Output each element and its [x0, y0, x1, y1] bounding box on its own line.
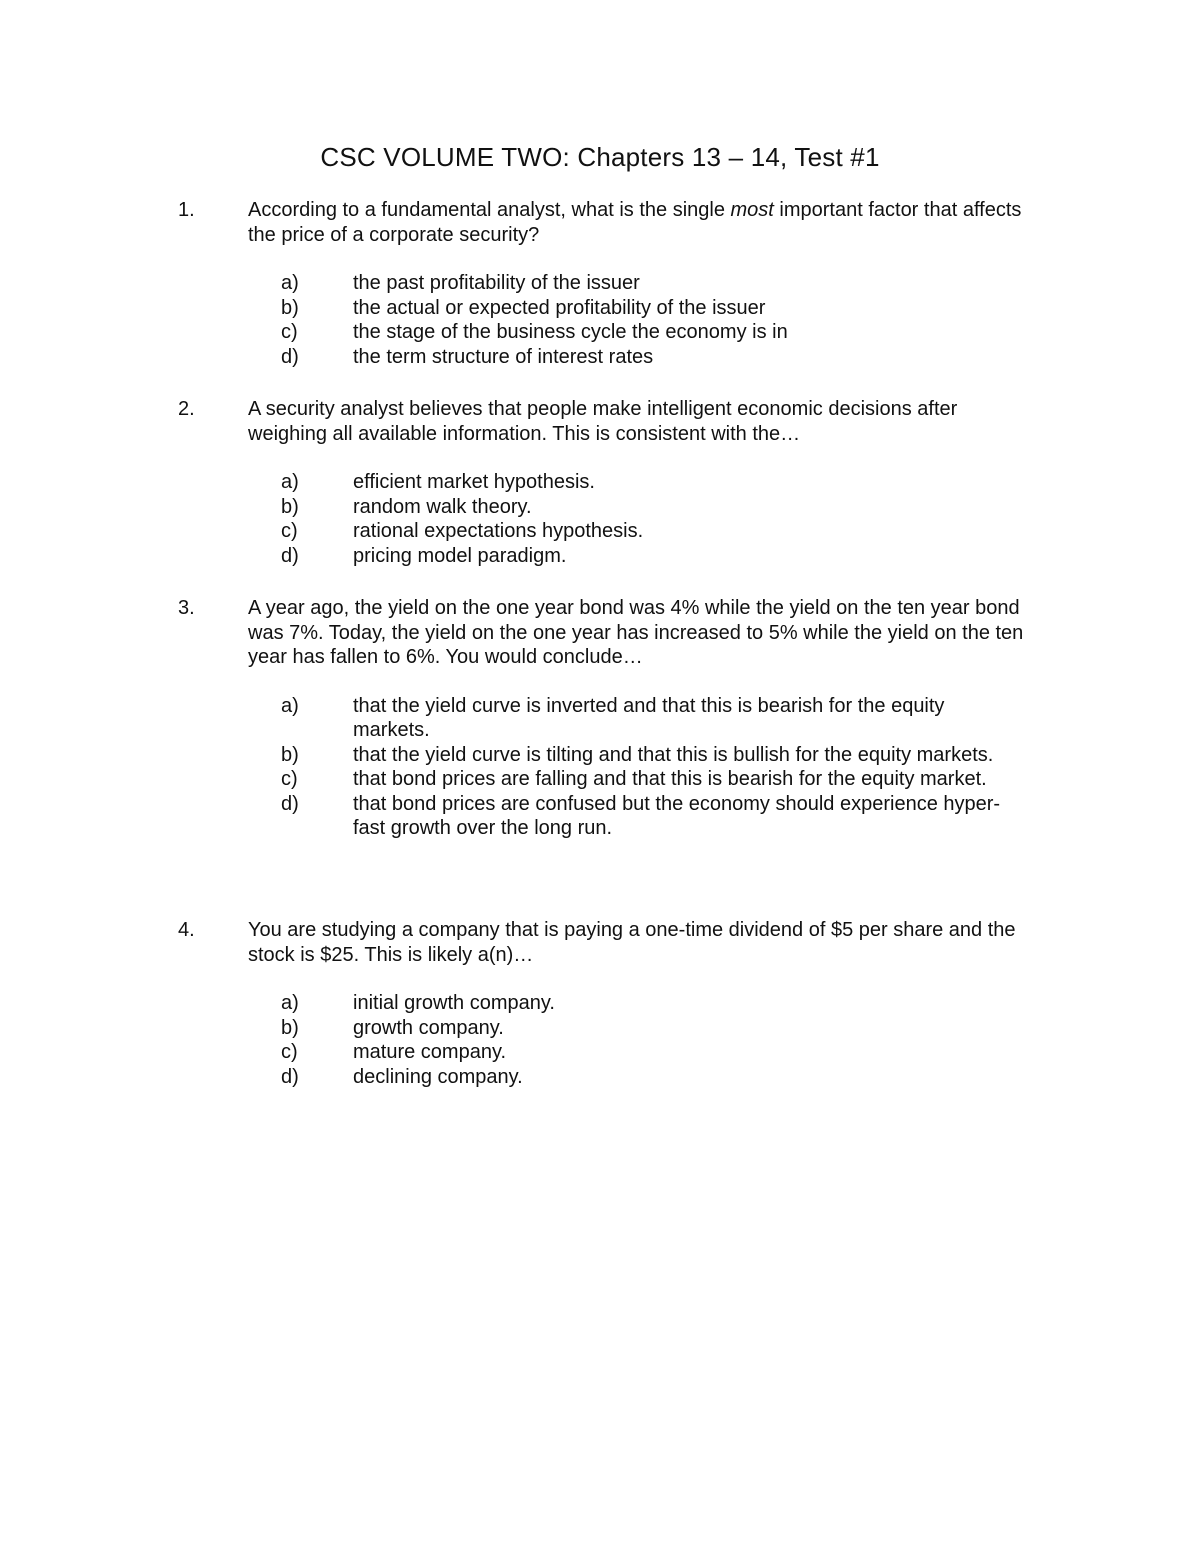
option-text: that the yield curve is tilting and that this is bullish for the equity markets.: [353, 743, 994, 766]
question-text-part: important factor that affects the price of a corporate security?: [248, 199, 1022, 246]
option-label: a): [281, 272, 299, 294]
answer-options: [178, 470, 1038, 568]
option-label: b): [281, 1016, 299, 1039]
answer-option-d: [178, 544, 1038, 569]
option-label: d): [281, 544, 299, 567]
option-text: the term structure of interest rates: [353, 345, 654, 368]
question-text-emphasis: most: [730, 199, 774, 221]
option-label: d): [281, 345, 299, 368]
option-text: rational expectations hypothesis.: [353, 520, 644, 542]
option-text: pricing model paradigm.: [353, 544, 567, 567]
option-label: d): [281, 1065, 299, 1088]
option-text: that bond prices are falling and that this is bearish for the equity market.: [353, 768, 987, 790]
question-number: 4.: [178, 919, 195, 941]
answer-option-c: [178, 320, 1038, 345]
option-label: c): [281, 768, 298, 790]
answer-options: [178, 694, 1038, 841]
answer-option-b: [178, 296, 1038, 321]
answer-option-b: [178, 743, 1038, 768]
answer-option-d: [178, 345, 1038, 370]
question-text: You are studying a company that is paying a one-time dividend of $5 per share and the stock is $25. This is likely a(n)…: [248, 919, 1016, 966]
question-text-part: According to a fundamental analyst, what is the single: [248, 199, 731, 221]
option-label: b): [281, 495, 299, 518]
answer-option-d: [178, 1065, 1038, 1090]
question-number: 2.: [178, 398, 195, 420]
answer-option-a: [178, 271, 1038, 296]
answer-option-c: [178, 767, 1038, 792]
option-label: c): [281, 1041, 298, 1063]
option-text: the stage of the business cycle the economy is in: [353, 321, 788, 343]
option-label: d): [281, 792, 299, 815]
answer-options: [178, 991, 1038, 1089]
answer-option-b: [178, 1016, 1038, 1041]
option-label: c): [281, 321, 298, 343]
option-text: mature company.: [353, 1041, 507, 1063]
question-2: [178, 397, 1038, 568]
question-1: [178, 198, 1038, 369]
question-text: [248, 198, 1028, 247]
answer-option-c: [178, 1040, 1038, 1065]
answer-option-a: [178, 694, 1038, 743]
question-text: A security analyst believes that people make intelligent economic decisions after weighing all available information. This is consistent with the…: [248, 398, 958, 445]
answer-option-c: [178, 519, 1038, 544]
option-label: c): [281, 520, 298, 542]
answer-options: [178, 271, 1038, 369]
question-number: 1.: [178, 199, 195, 221]
option-text: initial growth company.: [353, 992, 555, 1014]
answer-option-a: [178, 991, 1038, 1016]
option-label: a): [281, 471, 299, 493]
question-4: [178, 918, 1038, 1089]
answer-option-b: [178, 495, 1038, 520]
question-3: [178, 596, 1038, 841]
option-text: that bond prices are confused but the economy should experience hyper-fast growth over the long run.: [353, 792, 1001, 839]
question-number: 3.: [178, 597, 195, 619]
question-text: A year ago, the yield on the one year bond was 4% while the yield on the ten year bond was 7%. Today, the yield on the one year has increased to 5% while the yield on the ten year has fallen to 6%. You would conclude…: [248, 597, 1024, 668]
option-text: that the yield curve is inverted and that this is bearish for the equity markets.: [353, 694, 945, 741]
option-text: growth company.: [353, 1016, 504, 1039]
option-text: efficient market hypothesis.: [353, 471, 595, 493]
option-text: random walk theory.: [353, 495, 532, 518]
page-title: CSC VOLUME TWO: Chapters 13 – 14, Test #1: [320, 142, 880, 172]
option-label: a): [281, 694, 299, 717]
answer-option-d: [178, 792, 1038, 841]
option-text: the actual or expected profitability of the issuer: [353, 296, 766, 319]
option-label: b): [281, 296, 299, 319]
option-label: b): [281, 743, 299, 766]
option-text: declining company.: [353, 1065, 523, 1088]
answer-option-a: [178, 470, 1038, 495]
option-text: the past profitability of the issuer: [353, 272, 640, 294]
option-label: a): [281, 992, 299, 1014]
